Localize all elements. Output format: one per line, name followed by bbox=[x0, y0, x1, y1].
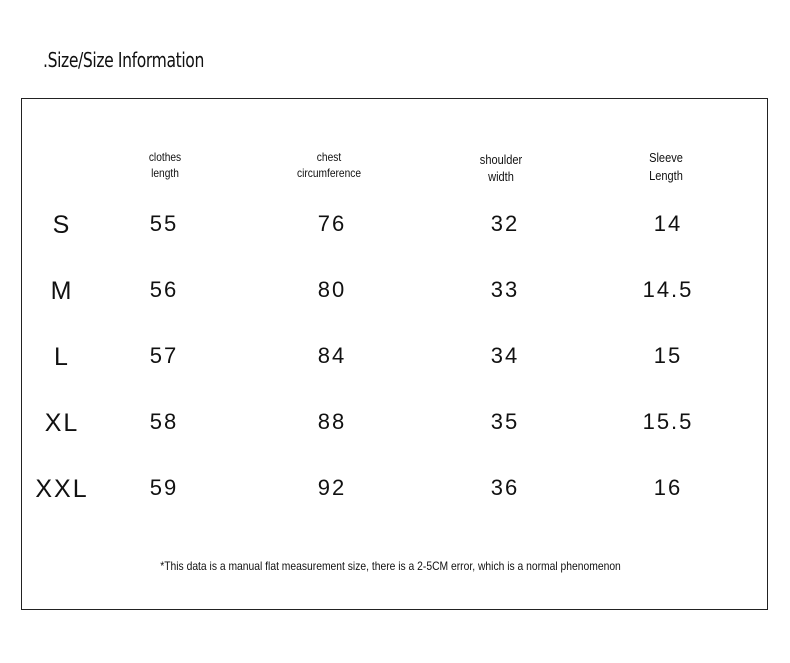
size-table bbox=[21, 98, 768, 610]
cell-sleeve: 15.5 bbox=[642, 409, 694, 434]
cell-chest: 92 bbox=[317, 475, 347, 500]
header-sleeve-line2: Length bbox=[649, 168, 683, 183]
size-label-xxl: XXL bbox=[35, 475, 89, 503]
cell-sleeve: 14.5 bbox=[642, 277, 694, 302]
cell-sleeve: 14 bbox=[653, 211, 683, 236]
size-label-l: L bbox=[54, 343, 70, 371]
cell-shoulder: 34 bbox=[490, 343, 520, 368]
size-label-xl: XL bbox=[44, 409, 80, 437]
header-sleeve-length bbox=[615, 149, 717, 185]
size-label-s: S bbox=[52, 211, 72, 239]
size-label-m: M bbox=[50, 277, 74, 305]
cell-sleeve: 15 bbox=[653, 343, 683, 368]
header-chest-circumference bbox=[278, 149, 380, 181]
header-shoulder-line1: shoulder bbox=[479, 152, 523, 167]
header-chest-line2: circumference bbox=[296, 166, 362, 180]
cell-clothes-length: 56 bbox=[149, 277, 179, 302]
header-clothes-length bbox=[114, 149, 216, 181]
cell-clothes-length: 58 bbox=[149, 409, 179, 434]
header-clothes-length-line2: length bbox=[151, 166, 179, 180]
measurement-note: *This data is a manual flat measurement size, there is a 2-5CM error, which is a normal phenomenon bbox=[160, 559, 621, 573]
header-clothes-length-line1: clothes bbox=[148, 150, 182, 164]
cell-shoulder: 33 bbox=[490, 277, 520, 302]
cell-chest: 84 bbox=[317, 343, 347, 368]
cell-clothes-length: 59 bbox=[149, 475, 179, 500]
header-chest-line1: chest bbox=[316, 150, 342, 164]
cell-chest: 80 bbox=[317, 277, 347, 302]
header-sleeve-line1: Sleeve bbox=[649, 150, 683, 165]
cell-sleeve: 16 bbox=[653, 475, 683, 500]
cell-shoulder: 35 bbox=[490, 409, 520, 434]
page-title: .Size/Size Information bbox=[43, 48, 204, 72]
cell-chest: 76 bbox=[317, 211, 347, 236]
cell-clothes-length: 57 bbox=[149, 343, 179, 368]
header-shoulder-line2: width bbox=[488, 169, 514, 184]
cell-shoulder: 32 bbox=[490, 211, 520, 236]
cell-shoulder: 36 bbox=[490, 475, 520, 500]
cell-chest: 88 bbox=[317, 409, 347, 434]
header-shoulder-width bbox=[450, 151, 552, 185]
cell-clothes-length: 55 bbox=[149, 211, 179, 236]
